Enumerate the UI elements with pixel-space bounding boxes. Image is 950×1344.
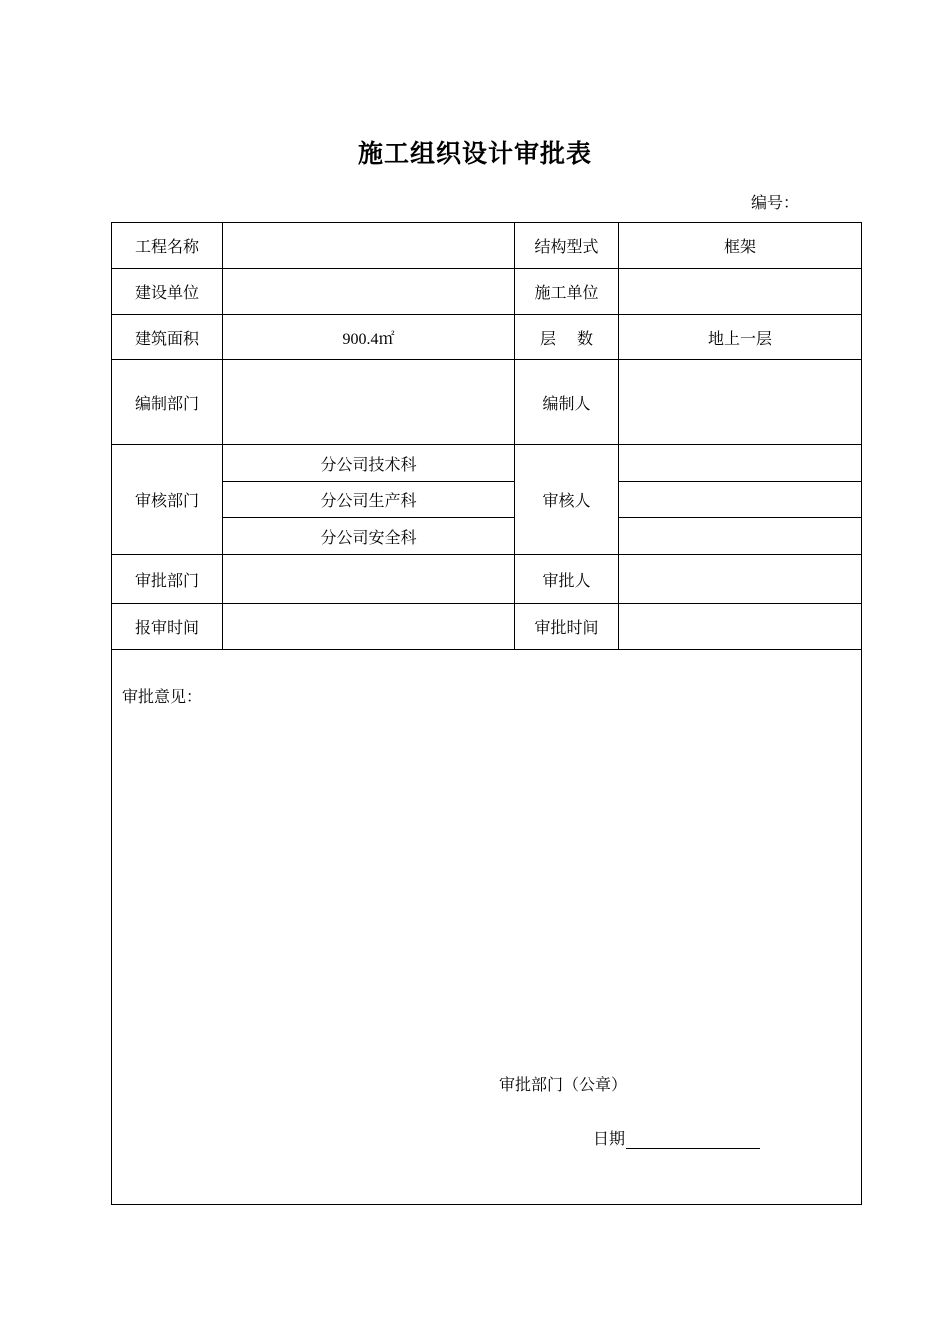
project-name-field[interactable] [223, 223, 515, 269]
department-seal-label: 审批部门（公章） [499, 1075, 628, 1094]
contractor-label: 施工单位 [515, 269, 619, 315]
table-row [112, 555, 862, 604]
approval-form-table [111, 222, 862, 1205]
table-row [112, 269, 862, 315]
approve-time-label: 审批时间 [515, 604, 619, 650]
reviewer-label: 审核人 [515, 445, 619, 555]
reviewer-field-1[interactable] [619, 445, 862, 482]
approve-time-field[interactable] [619, 604, 862, 650]
structure-type-label: 结构型式 [515, 223, 619, 269]
table-row [112, 650, 862, 1205]
table-row [112, 360, 862, 445]
project-name-label: 工程名称 [112, 223, 223, 269]
serial-number-label: 编号： [751, 193, 800, 212]
table-row [112, 223, 862, 269]
reviewer-field-2[interactable] [619, 482, 862, 518]
floors-field[interactable]: 地上一层 [619, 315, 862, 360]
approve-dept-label: 审批部门 [112, 555, 223, 604]
contractor-field[interactable] [619, 269, 862, 315]
date-label: 日期 [593, 1129, 626, 1148]
date-blank[interactable] [626, 1130, 760, 1149]
approver-field[interactable] [619, 555, 862, 604]
submit-time-label: 报审时间 [112, 604, 223, 650]
compiler-field[interactable] [619, 360, 862, 445]
table-row [112, 315, 862, 360]
review-dept-production: 分公司生产科 [223, 482, 515, 518]
approval-opinion-label: 审批意见： [122, 687, 203, 706]
review-dept-label: 审核部门 [112, 445, 223, 555]
approve-dept-field[interactable] [223, 555, 515, 604]
compile-dept-field[interactable] [223, 360, 515, 445]
area-field[interactable]: 900.4㎡ [223, 315, 515, 360]
structure-type-field[interactable]: 框架 [619, 223, 862, 269]
approval-opinion-area[interactable] [112, 650, 862, 1205]
table-row [112, 445, 862, 482]
date-line [593, 1126, 760, 1149]
page-title: 施工组织设计审批表 [357, 139, 592, 168]
area-label: 建筑面积 [112, 315, 223, 360]
table-row [112, 482, 862, 518]
submit-time-field[interactable] [223, 604, 515, 650]
floors-label: 层 数 [515, 315, 619, 360]
approver-label: 审批人 [515, 555, 619, 604]
table-row [112, 518, 862, 555]
compiler-label: 编制人 [515, 360, 619, 445]
reviewer-field-3[interactable] [619, 518, 862, 555]
review-dept-tech: 分公司技术科 [223, 445, 515, 482]
compile-dept-label: 编制部门 [112, 360, 223, 445]
review-dept-safety: 分公司安全科 [223, 518, 515, 555]
client-field[interactable] [223, 269, 515, 315]
table-row [112, 604, 862, 650]
client-label: 建设单位 [112, 269, 223, 315]
